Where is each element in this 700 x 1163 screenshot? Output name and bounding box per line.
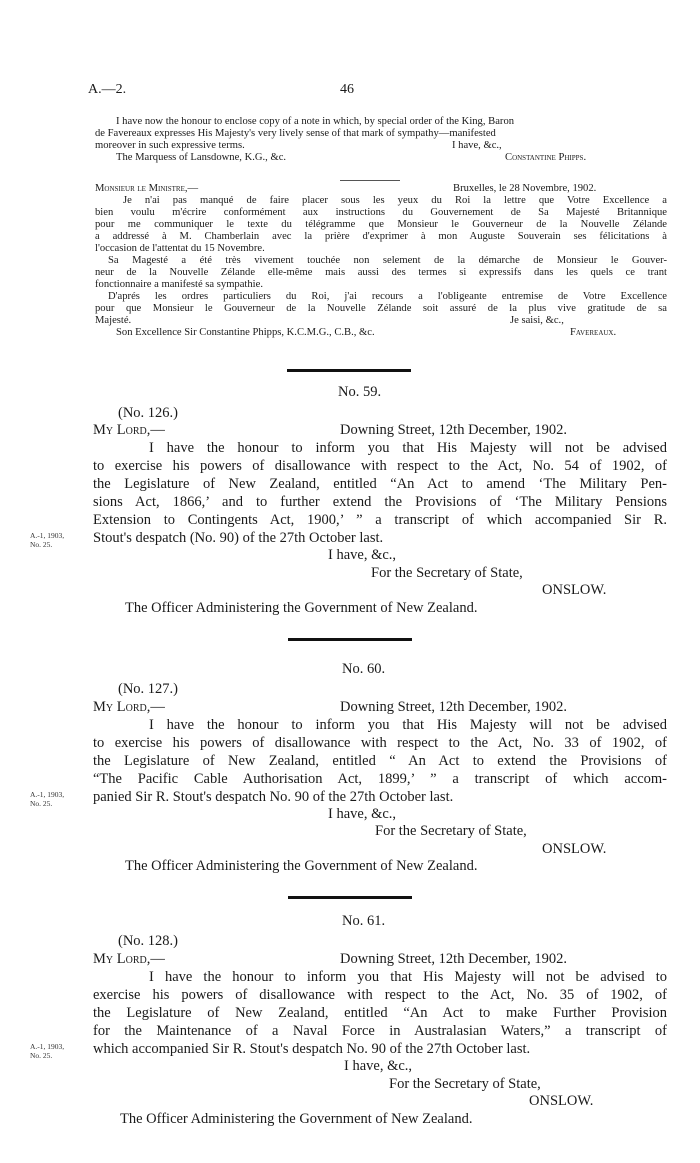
dispatch-59-for-line: For the Secretary of State, <box>371 565 523 581</box>
dispatch-60-line-5: panied Sir R. Stout's despatch No. 90 of the 27th October last. <box>93 789 454 805</box>
dispatch-59-margin-ref-2: No. 25. <box>30 540 53 549</box>
section-rule <box>287 369 411 372</box>
french-line-10: pour que Monsieur le Gouverneur de la Nouvelle Zélande soit assuré de la plus vive gratitude de sa <box>95 303 667 314</box>
french-signature: Favereaux. <box>570 327 617 338</box>
dispatch-59-salutation: My Lord,— <box>93 422 165 438</box>
french-addressee: Son Excellence Sir Constantine Phipps, K.C.M.G., C.B., &c. <box>116 327 375 338</box>
dispatch-61-for-line: For the Secretary of State, <box>389 1076 541 1092</box>
dispatch-61-salutation: My Lord,— <box>93 951 165 967</box>
dispatch-60-number: No. 60. <box>342 661 386 677</box>
dispatch-60-margin-ref-1: A.-1, 1903, <box>30 790 65 799</box>
dispatch-60-line-4: “The Pacific Cable Authorisation Act, 1899,’ ” a transcript of which accom- <box>93 771 667 787</box>
dispatch-60-signature: ONSLOW. <box>542 841 607 857</box>
dispatch-59-sub: (No. 126.) <box>118 405 179 421</box>
page-number: 46 <box>340 82 354 97</box>
french-line-8: fonctionnaire a manifesté sa sympathie. <box>95 279 263 290</box>
dispatch-59-line-1: I have the honour to inform you that His Majesty will not be advised <box>149 440 667 456</box>
dispatch-59-line-4: sions Act, 1866,’ and to further extend the Provisions of ‘The Military Pensions <box>93 494 667 510</box>
dispatch-61-line-1: I have the honour to inform you that His Majesty will not be advised to <box>149 969 667 985</box>
dispatch-60-addressee: The Officer Administering the Government of New Zealand. <box>125 858 478 874</box>
dispatch-60-for-line: For the Secretary of State, <box>375 823 527 839</box>
dispatch-61-line-3: the Legislature of New Zealand, entitled “An Act to make Further Provision <box>93 1005 667 1021</box>
french-line-4: a addressé à M. Chamberlain avec la prière d'exprimer à mon Auguste Souverain ses félicitations à <box>95 231 667 242</box>
dispatch-59-margin-ref-1: A.-1, 1903, <box>30 531 65 540</box>
section-rule <box>288 638 412 641</box>
intro-closing: I have, &c., <box>452 140 502 151</box>
dispatch-61-addressee: The Officer Administering the Government of New Zealand. <box>120 1111 473 1127</box>
dispatch-61-closing: I have, &c., <box>344 1058 413 1074</box>
french-salutation: Monsieur le Ministre,— <box>95 183 199 194</box>
french-line-6: Sa Magesté a été très vivement touchée non selement de la démarche de Monsieur le Gouver- <box>108 255 667 266</box>
dispatch-59-signature: ONSLOW. <box>542 582 607 598</box>
dispatch-60-closing: I have, &c., <box>328 806 397 822</box>
french-place-date: Bruxelles, le 28 Novembre, 1902. <box>453 183 597 194</box>
dispatch-60-sub: (No. 127.) <box>118 681 179 697</box>
french-closing: Je saisi, &c., <box>510 315 564 326</box>
dispatch-59-place-date: Downing Street, 12th December, 1902. <box>340 422 567 438</box>
dispatch-60-line-3: the Legislature of New Zealand, entitled “ An Act to extend the Provisions of <box>93 753 667 769</box>
intro-addressee: The Marquess of Lansdowne, K.G., &c. <box>116 152 287 163</box>
french-line-11: Majesté. <box>95 315 132 326</box>
dispatch-59-closing: I have, &c., <box>328 547 397 563</box>
dispatch-60-line-1: I have the honour to inform you that His Majesty will not be advised <box>149 717 667 733</box>
french-line-7: neur de la Nouvelle Zélande elle-même mais aussi des termes si expressifs dans les quels ce trant <box>95 267 667 278</box>
dispatch-61-margin-ref-2: No. 25. <box>30 1051 53 1060</box>
dispatch-59-line-6: Stout's despatch (No. 90) of the 27th October last. <box>93 530 384 546</box>
dispatch-61-place-date: Downing Street, 12th December, 1902. <box>340 951 567 967</box>
dispatch-61-margin-ref-1: A.-1, 1903, <box>30 1042 65 1051</box>
french-line-2: bien voulu m'écrire conformément aux instructions du Gouvernement de Sa Majesté Britannique <box>95 207 667 218</box>
dispatch-60-salutation: My Lord,— <box>93 699 165 715</box>
intro-line-3: moreover in such expressive terms. <box>95 140 245 151</box>
dispatch-60-line-2: to exercise his powers of disallowance with respect to the Act, No. 33 of 1902, of <box>93 735 667 751</box>
separator-short <box>340 180 400 181</box>
dispatch-59-line-2: to exercise his powers of disallowance with respect to the Act, No. 54 of 1902, of <box>93 458 667 474</box>
section-rule <box>288 896 412 899</box>
french-line-9: D'aprés les ordres particuliers du Roi, j'ai recours a l'obligeante entremise de Votre Excellence <box>108 291 667 302</box>
intro-line-1: I have now the honour to enclose copy of a note in which, by special order of the King, Baron <box>116 116 515 127</box>
dispatch-61-sub: (No. 128.) <box>118 933 179 949</box>
document-ref: A.—2. <box>88 82 127 97</box>
dispatch-61-signature: ONSLOW. <box>529 1093 594 1109</box>
dispatch-60-margin-ref-2: No. 25. <box>30 799 53 808</box>
dispatch-61-line-5: which accompanied Sir R. Stout's despatch No. 90 of the 27th October last. <box>93 1041 531 1057</box>
french-line-5: l'occasion de l'attentat du 15 Novembre. <box>95 243 265 254</box>
dispatch-60-place-date: Downing Street, 12th December, 1902. <box>340 699 567 715</box>
dispatch-59-line-3: the Legislature of New Zealand, entitled “An Act to amend ‘The Military Pen- <box>93 476 667 492</box>
dispatch-61-line-4: for the Maintenance of a Naval Force in Australasian Waters,” a transcript of <box>93 1023 667 1039</box>
intro-line-2: de Favereaux expresses His Majesty's very lively sense of that mark of sympathy—manifested <box>95 128 496 139</box>
dispatch-61-number: No. 61. <box>342 913 386 929</box>
dispatch-59-line-5: Extension to Contingents Act, 1900,’ ” a transcript of which accompanied Sir R. <box>93 512 667 528</box>
dispatch-61-line-2: exercise his powers of disallowance with respect to the Act, No. 35 of 1902, of <box>93 987 667 1003</box>
french-line-1: Je n'ai pas manqué de faire placer sous les yeux du Roi la lettre que Votre Excellence a <box>123 195 667 206</box>
intro-signature: Constantine Phipps. <box>505 152 587 163</box>
french-line-3: pour me communiquer le texte du télégramme que Monsieur le Gouverneur de la Nouvelle Zélande <box>95 219 667 230</box>
dispatch-59-number: No. 59. <box>338 384 382 400</box>
dispatch-59-addressee: The Officer Administering the Government of New Zealand. <box>125 600 478 616</box>
